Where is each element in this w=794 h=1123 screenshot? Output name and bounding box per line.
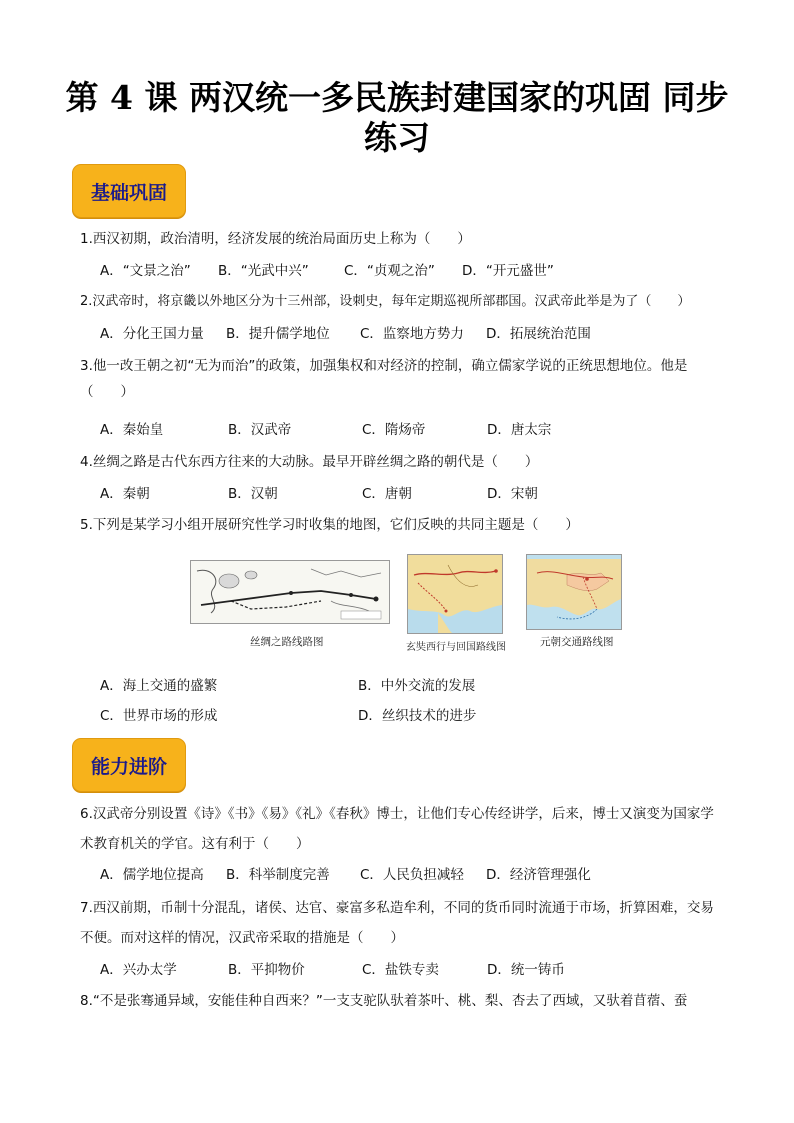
question-3-option-d: D．唐太宗 [487, 422, 552, 438]
yuan-traffic-map-drawing [527, 555, 621, 629]
section-badge-advanced: 能力进阶 [72, 738, 186, 792]
question-1-option-d: D．“开元盛世” [462, 263, 554, 279]
question-5-option-c: C．世界市场的形成 [100, 708, 218, 724]
silk-road-map-caption: 丝绸之路线路图 [250, 636, 324, 648]
question-2-option-a: A．分化王国力量 [100, 326, 204, 342]
question-6-option-a: A．儒学地位提高 [100, 867, 204, 883]
question-7-option-b: B．平抑物价 [228, 962, 305, 978]
question-5-option-d: D．丝织技术的进步 [358, 708, 477, 724]
question-6-option-b: B．科举制度完善 [226, 867, 330, 883]
question-5-stem: 5.下列是某学习小组开展研究性学习时收集的地图，它们反映的共同主题是（ ） [80, 517, 579, 533]
question-1-stem: 1.西汉初期，政治清明，经济发展的统治局面历史上称为（ ） [80, 231, 471, 247]
xuanzang-route-map-caption: 玄奘西行与回国路线图 [406, 642, 506, 653]
yuan-traffic-map [526, 554, 622, 630]
question-4-stem: 4.丝绸之路是古代东西方往来的大动脉。最早开辟丝绸之路的朝代是（ ） [80, 454, 539, 470]
question-2-option-c: C．监察地方势力 [360, 326, 464, 342]
question-4-option-a: A．秦朝 [100, 486, 150, 502]
xuanzang-route-map [407, 554, 503, 634]
question-2-option-d: D．拓展统治范围 [486, 326, 591, 342]
question-5-maps [188, 554, 628, 654]
question-8-stem: 8.“不是张骞通异域，安能佳种自西来？”一支支驼队驮着茶叶、桃、梨、杏去了西域，又驮着苜蓿、蚕 [80, 993, 688, 1009]
question-3-option-b: B．汉武帝 [228, 422, 292, 438]
question-6-stem: 6.汉武帝分别设置《诗》《书》《易》《礼》《春秋》博士，让他们专心传经讲学，后来，博士又演变为国家学术教育机关的学官。这有利于（ ） [80, 806, 714, 852]
yuan-traffic-map-caption: 元朝交通路线图 [540, 636, 614, 648]
question-1-option-c: C．“贞观之治” [344, 263, 435, 279]
page-title-line-1: 第 4 课 两汉统一多民族封建国家的巩固 同步 [65, 78, 729, 117]
question-2-option-b: B．提升儒学地位 [226, 326, 330, 342]
question-3-stem: 3.他一改王朝之初“无为而治”的政策，加强集权和对经济的控制，确立儒家学说的正统思想地位。他是（ ） [80, 358, 688, 400]
question-3-option-c: C．隋炀帝 [362, 422, 426, 438]
question-4-option-d: D．宋朝 [487, 486, 538, 502]
question-6-option-c: C．人民负担减轻 [360, 867, 464, 883]
page-title-line-2: 练习 [364, 118, 430, 157]
question-7-option-c: C．盐铁专卖 [362, 962, 439, 978]
question-7-stem: 7.西汉前期，币制十分混乱，诸侯、达官、豪富多私造牟利，不同的货币同时流通于市场，折算困难，交易不便。而对这样的情况，汉武帝采取的措施是（ ） [80, 900, 714, 946]
question-4-option-c: C．唐朝 [362, 486, 412, 502]
question-7-option-d: D．统一铸币 [487, 962, 565, 978]
question-5-option-a: A．海上交通的盛繁 [100, 678, 218, 694]
xuanzang-route-map-drawing [408, 555, 502, 633]
section-badge-basic: 基础巩固 [72, 164, 186, 218]
question-6-option-d: D．经济管理强化 [486, 867, 591, 883]
silk-road-map-drawing [191, 561, 389, 623]
question-1-option-b: B．“光武中兴” [218, 263, 309, 279]
question-4-option-b: B．汉朝 [228, 486, 278, 502]
question-7-option-a: A．兴办太学 [100, 962, 177, 978]
question-1-option-a: A．“文景之治” [100, 263, 191, 279]
question-3-option-a: A．秦始皇 [100, 422, 164, 438]
question-2-stem: 2.汉武帝时，将京畿以外地区分为十三州部，设刺史，每年定期巡视所部郡国。汉武帝此举是为了（ ） [80, 294, 691, 309]
question-5-option-b: B．中外交流的发展 [358, 678, 476, 694]
silk-road-map [190, 560, 390, 624]
